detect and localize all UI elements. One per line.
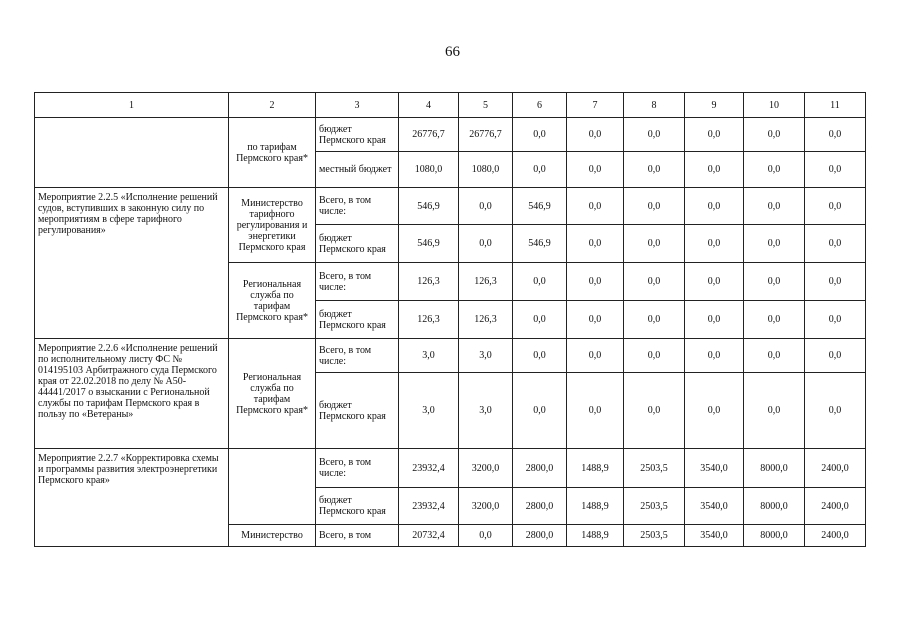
header-row <box>35 93 866 118</box>
value-cell: 3540,0 <box>685 488 744 525</box>
value-cell: 0,0 <box>567 301 624 339</box>
activity-cell: Мероприятие 2.2.7 «Корректировка схемы и программы развития электроэнергетики Пермского края» <box>35 449 229 547</box>
value-cell: 3,0 <box>459 373 513 449</box>
value-cell: 0,0 <box>805 373 866 449</box>
value-cell: 0,0 <box>685 225 744 263</box>
value-cell: 0,0 <box>567 225 624 263</box>
header-cell: 3 <box>316 93 399 118</box>
value-cell: 1488,9 <box>567 525 624 547</box>
funding-source-cell: бюджет Пермского края <box>316 373 399 449</box>
executor-cell: по тарифам Пермского края* <box>229 118 316 188</box>
table-row <box>35 188 866 225</box>
value-cell: 0,0 <box>744 152 805 188</box>
value-cell: 2400,0 <box>805 449 866 488</box>
value-cell: 23932,4 <box>399 449 459 488</box>
funding-source-cell: Всего, в том числе: <box>316 339 399 373</box>
executor-cell <box>229 449 316 525</box>
value-cell: 0,0 <box>624 263 685 301</box>
value-cell: 0,0 <box>805 225 866 263</box>
value-cell: 2400,0 <box>805 525 866 547</box>
page-number: 66 <box>445 44 460 60</box>
value-cell: 0,0 <box>744 188 805 225</box>
value-cell: 8000,0 <box>744 525 805 547</box>
value-cell: 0,0 <box>513 301 567 339</box>
value-cell: 0,0 <box>685 263 744 301</box>
value-cell: 0,0 <box>805 152 866 188</box>
value-cell: 0,0 <box>513 373 567 449</box>
value-cell: 126,3 <box>399 301 459 339</box>
value-cell: 0,0 <box>744 339 805 373</box>
value-cell: 20732,4 <box>399 525 459 547</box>
value-cell: 0,0 <box>744 225 805 263</box>
value-cell: 0,0 <box>744 263 805 301</box>
value-cell: 0,0 <box>567 373 624 449</box>
header-cell: 9 <box>685 93 744 118</box>
value-cell: 0,0 <box>685 118 744 152</box>
value-cell: 2800,0 <box>513 488 567 525</box>
value-cell: 8000,0 <box>744 488 805 525</box>
header-cell: 2 <box>229 93 316 118</box>
table-row <box>35 339 866 373</box>
value-cell: 1488,9 <box>567 449 624 488</box>
table-row <box>35 449 866 488</box>
value-cell: 3,0 <box>459 339 513 373</box>
value-cell: 126,3 <box>459 301 513 339</box>
value-cell: 0,0 <box>459 225 513 263</box>
value-cell: 0,0 <box>805 301 866 339</box>
value-cell: 26776,7 <box>459 118 513 152</box>
activity-cell: Мероприятие 2.2.5 «Исполнение решений судов, вступивших в законную силу по мероприятиям в сфере тарифного регулирования» <box>35 188 229 339</box>
value-cell: 8000,0 <box>744 449 805 488</box>
value-cell: 0,0 <box>624 373 685 449</box>
header-cell: 8 <box>624 93 685 118</box>
funding-source-cell: бюджет Пермского края <box>316 225 399 263</box>
value-cell: 0,0 <box>459 525 513 547</box>
budget-table <box>34 92 866 547</box>
value-cell: 3200,0 <box>459 488 513 525</box>
executor-cell: Министерство тарифного регулирования и энергетики Пермского края <box>229 188 316 263</box>
value-cell: 1488,9 <box>567 488 624 525</box>
value-cell: 0,0 <box>567 188 624 225</box>
value-cell: 126,3 <box>399 263 459 301</box>
header-cell: 5 <box>459 93 513 118</box>
header-cell: 10 <box>744 93 805 118</box>
funding-source-cell: местный бюджет <box>316 152 399 188</box>
value-cell: 0,0 <box>513 152 567 188</box>
value-cell: 0,0 <box>624 188 685 225</box>
value-cell: 3540,0 <box>685 525 744 547</box>
header-cell: 7 <box>567 93 624 118</box>
value-cell: 546,9 <box>399 225 459 263</box>
value-cell: 0,0 <box>744 373 805 449</box>
value-cell: 0,0 <box>513 339 567 373</box>
value-cell: 0,0 <box>567 263 624 301</box>
funding-source-cell: Всего, в том числе: <box>316 449 399 488</box>
value-cell: 0,0 <box>685 301 744 339</box>
header-cell: 1 <box>35 93 229 118</box>
value-cell: 1080,0 <box>459 152 513 188</box>
header-cell: 6 <box>513 93 567 118</box>
value-cell: 3,0 <box>399 339 459 373</box>
value-cell: 2400,0 <box>805 488 866 525</box>
header-cell: 4 <box>399 93 459 118</box>
activity-cell: Мероприятие 2.2.6 «Исполнение решений по исполнительному листу ФС № 014195103 Арбитражного суда Пермского края от 22.02.2018 по делу № А50-44441/2017 о взыскании с Региональной службы по тарифам Пермского края в пользу по «Ветераны» <box>35 339 229 449</box>
value-cell: 0,0 <box>685 373 744 449</box>
activity-cell <box>35 118 229 188</box>
funding-source-cell: Всего, в том числе: <box>316 188 399 225</box>
value-cell: 3540,0 <box>685 449 744 488</box>
value-cell: 126,3 <box>459 263 513 301</box>
value-cell: 546,9 <box>513 225 567 263</box>
table-row <box>35 118 866 152</box>
value-cell: 0,0 <box>624 118 685 152</box>
executor-cell: Региональная служба по тарифам Пермского края* <box>229 263 316 339</box>
value-cell: 0,0 <box>513 118 567 152</box>
funding-source-cell: бюджет Пермского края <box>316 301 399 339</box>
value-cell: 2800,0 <box>513 449 567 488</box>
value-cell: 0,0 <box>567 152 624 188</box>
value-cell: 0,0 <box>685 152 744 188</box>
funding-source-cell: Всего, в том числе: <box>316 263 399 301</box>
value-cell: 3,0 <box>399 373 459 449</box>
value-cell: 0,0 <box>459 188 513 225</box>
value-cell: 0,0 <box>513 263 567 301</box>
value-cell: 0,0 <box>685 188 744 225</box>
funding-source-cell: бюджет Пермского края <box>316 118 399 152</box>
funding-source-cell: Всего, в том <box>316 525 399 547</box>
executor-cell: Региональная служба по тарифам Пермского края* <box>229 339 316 449</box>
value-cell: 546,9 <box>399 188 459 225</box>
value-cell: 0,0 <box>805 263 866 301</box>
value-cell: 2503,5 <box>624 488 685 525</box>
value-cell: 23932,4 <box>399 488 459 525</box>
table-body <box>35 93 866 547</box>
value-cell: 0,0 <box>685 339 744 373</box>
value-cell: 0,0 <box>805 339 866 373</box>
value-cell: 3200,0 <box>459 449 513 488</box>
value-cell: 0,0 <box>624 152 685 188</box>
value-cell: 0,0 <box>567 118 624 152</box>
value-cell: 0,0 <box>744 301 805 339</box>
funding-source-cell: бюджет Пермского края <box>316 488 399 525</box>
value-cell: 2800,0 <box>513 525 567 547</box>
value-cell: 26776,7 <box>399 118 459 152</box>
value-cell: 2503,5 <box>624 449 685 488</box>
value-cell: 0,0 <box>624 301 685 339</box>
value-cell: 0,0 <box>805 118 866 152</box>
value-cell: 2503,5 <box>624 525 685 547</box>
value-cell: 0,0 <box>805 188 866 225</box>
value-cell: 0,0 <box>624 225 685 263</box>
value-cell: 0,0 <box>624 339 685 373</box>
value-cell: 0,0 <box>567 339 624 373</box>
executor-cell: Министерство <box>229 525 316 547</box>
value-cell: 1080,0 <box>399 152 459 188</box>
header-cell: 11 <box>805 93 866 118</box>
value-cell: 0,0 <box>744 118 805 152</box>
value-cell: 546,9 <box>513 188 567 225</box>
